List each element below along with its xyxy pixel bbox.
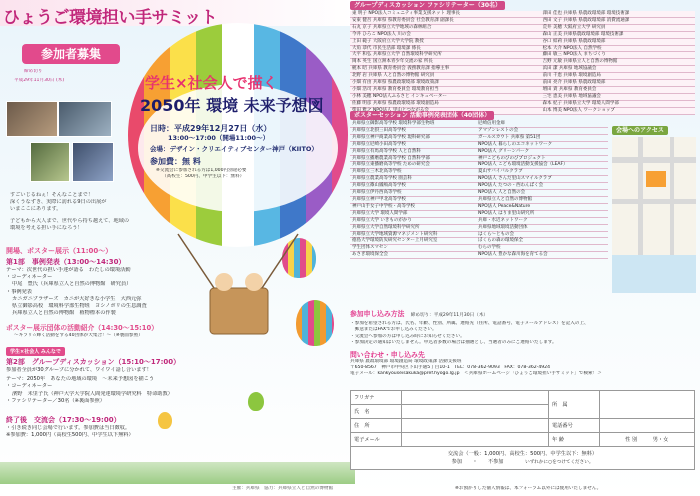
poster-group-row-cell: 兵庫・水辺ネットワーク [476, 217, 608, 224]
poster-group-row [350, 169, 608, 176]
facilitator-row-cell: 三宅 恵美 兵庫県 地域協議会 [541, 93, 695, 100]
poster-group-row [350, 148, 608, 155]
facilitator-row [350, 100, 695, 107]
facilitator-row-cell: 増田 貴 兵庫県 教育委員会 [541, 86, 695, 93]
poster-group-row-cell: 夏山サバイバルクラブ [476, 169, 608, 176]
child-figure-2 [245, 273, 263, 291]
gender-options[interactable]: 男・女 [652, 437, 669, 443]
poster-group-row [350, 183, 608, 190]
poster-group-row-cell: アマゾンレストの会 [476, 127, 608, 134]
poster-group-row-cell: 兵庫県立大学 環境人間学部 [350, 210, 476, 217]
facilitator-row-cell: 森山 正美 兵庫県農政環境部 環境技術課 [541, 31, 695, 38]
poster-group-row-cell: 兵庫県立大学地域資源マネジメント研究科 [350, 231, 476, 238]
address-field[interactable] [402, 419, 549, 433]
facilitator-row-cell: 谷口 結莉 兵庫県 県農政環境部 [541, 38, 695, 45]
email-label: 電子メール [351, 433, 402, 447]
poster-group-row-cell: 兵庫県立農業高等学校 園芸科 [350, 176, 476, 183]
apply-instructions: ・参加を希望される方は、氏名、年齢、性別、所属、連絡先（住所、電話番号、電子メールアドレス）を記入の上、 郵送またはFAXでお申し込みください。 ・交流会へ参加の方は申し込み時にお知らせください。 ・参加決定の通知はいたしません。申込者多数の場合は抽選とし、当選者のみにご連絡いたします。 [350, 321, 589, 345]
facilitator-row-cell: 松本 大介 NPO法人 自然学校 [541, 45, 695, 52]
facilitator-row-cell: 大角 恭代 市民生活部 環境課 係長 [350, 45, 541, 52]
facilitator-row-cell: 前川 千恵 兵庫県 環境創造局 [541, 73, 695, 80]
event-photo-2 [58, 101, 112, 137]
access-title: 会場へのアクセス [612, 126, 668, 135]
poster-group-row-cell: NPO法人 こども環境活動支援協会（LEAF） [476, 162, 608, 169]
address-label: 住 所 [351, 419, 402, 433]
town-silhouette [0, 462, 355, 484]
poster-group-row-cell: NPO法人 豊かな森川海を育てる会 [476, 252, 608, 259]
poster-group-row-cell: 兵庫県立東播磨高等学校 ための研究会 [350, 162, 476, 169]
program-open-title: 開場、ポスター展示（11:00〜） [6, 247, 113, 255]
facilitator-row-cell: 山本 博美 NPO法人 ワークショップ [541, 107, 695, 114]
poster-group-row-cell: 兵庫県立有馬高等学校 人と自然科 [350, 148, 476, 155]
poster-group-row [350, 252, 608, 259]
facilitator-row-cell: 石丸 京子 兵庫県立大学地域の森林組合 [350, 24, 541, 31]
facilitator-row [350, 93, 695, 100]
party-choice-row [354, 458, 691, 466]
program-part1: 第1部 事例発表（13:00〜14:30） テーマ：次世代の担い手達が語る わたしの環境活動 ・コーディネーター 中尾 豊氏（兵庫県立人と自然の博物館 研究員） ・事例発表 カニガニプラザーズ カニが大好きな小学生 大西元弥 県立御影高校 環境科学部生物班 ヨシノボリの生息調査 兵庫県立人と自然の博物館 植物標本の作製 [6, 258, 147, 317]
party-choice[interactable]: 参加 ・ 不参加 [451, 458, 504, 465]
poster-group-row-cell: ガールスカウト 兵庫県 第51団 [476, 134, 608, 141]
poster-group-row-cell: 学生団体スマセン [350, 245, 476, 252]
facilitator-row-cell: 上田 範子 大阪府立大学大学院 教授 [350, 38, 541, 45]
facilitator-row-cell: 小畑 有由 兵庫県 県農政環境部 環境政策課 [350, 80, 541, 87]
poster-group-row [350, 134, 608, 141]
small-balloon-yellow [158, 412, 172, 429]
hot-air-balloon [118, 20, 358, 350]
poster-group-row-cell: 神戸こどものびのびプロジェクト [476, 155, 608, 162]
poster-group-row [350, 231, 608, 238]
poster-group-row-cell: 尼崎信用金庫 [476, 121, 608, 127]
poster-group-row [350, 245, 608, 252]
poster-group-row [350, 176, 608, 183]
facilitator-row-cell: 澤田 佳也 兵庫県 県農政環境部 環境技術課 [541, 11, 695, 17]
poster-group-row [350, 190, 608, 197]
event-photo-3 [30, 142, 70, 182]
event-fee: 参加費：無 料 [150, 157, 201, 166]
poster-group-row-cell: 兵庫県地域環境活動団体 [476, 224, 608, 231]
facilitator-title: グループディスカッション ファシリテーター（30名） [350, 1, 505, 10]
facilitator-row-cell: 東 明子 NPO法人コミュニティ事業支援ネット 理事長 [350, 11, 541, 17]
access-map [612, 137, 696, 293]
facilitator-row-cell: 森本 紀子 兵庫県立大学 環境人間学部 [541, 100, 695, 107]
credits: 主催：兵庫県 協力：兵庫県立人と自然の博物館 [232, 486, 334, 491]
poster-group-row [350, 196, 608, 203]
intro-text: すごいじるねぇ！そんなことまで！ 深くうなずき、実際に訪れる9日の出展が いまここにあります。 子どもから大人まで、世代やら持ち越えて、地域の 環境を考える担い手になろう！ [10, 192, 130, 231]
poster-group-row [350, 238, 608, 245]
furigana-field[interactable] [402, 391, 549, 405]
poster-group-row [350, 203, 608, 210]
facilitator-row-cell: 大平 和弘 兵庫県立大学 自然環境科学研究所 [350, 52, 541, 59]
poster-intro-title: ポスター展示団体の活動紹介（14:30〜15:10） [6, 324, 159, 332]
phone-field[interactable] [600, 419, 695, 433]
facilitator-row [350, 59, 695, 66]
poster-groups-title: ポスターセッション 活動事例発表団体（40団体） [350, 111, 494, 120]
facilitator-row-cell: 浜田 潔 兵庫県 地域協議会 [541, 66, 695, 73]
registration-form [350, 390, 695, 470]
balloon-basket [210, 288, 268, 334]
program-part2: 第2部 グループディスカッション（15:10〜17:00） 参加者全員が30グループに分かれて、ワイワイ話し合います！ テーマ：2050年 あなたの地域の環境 〜未来予想図を描こう ・コーディネーター 濱野 未里子氏（神戸大学大学院人間発達環境学研究科 特命助教） ・ファシリテーター／30名（※裏面参照） [6, 358, 181, 404]
slogan-line2: 2050年 環境 未来予想図 [140, 96, 324, 115]
poster-group-row-cell: 神戸山手女子中学校・高等学校 [350, 203, 476, 210]
contact-info: 兵庫県 農政環境部 環境創造局 環境政策課 活動支援班 〒650-8567 神戸市中央区下山手通5丁目10-1 TEL：078-362-9093 FAX：078-362-4924 電子メール：kankyouseisakuka@pref.hyogo.lg.jp ＜兵庫県ホームページ「ひょうご環境担い手サミット」で検索！＞ [350, 359, 602, 377]
party-cell [351, 447, 695, 470]
poster-group-row-cell: NPO法人 Peace&Nature [476, 203, 608, 210]
event-date: 日時：平成29年12月27日（水） [150, 124, 272, 133]
event-photo-1 [6, 101, 58, 137]
facilitator-row-cell: 岡本 英生 国立洲本青少年交流の家 所長 [350, 59, 541, 66]
gender-label: 性 別 [625, 437, 638, 443]
deadline-label: 締め切り [24, 69, 43, 74]
poster-group-row [350, 127, 608, 134]
child-figure-1 [215, 273, 233, 291]
poster-group-row [350, 155, 608, 162]
apply-title: 参加申し込み方法 締め切り：平成29年11月30日（木） [350, 310, 489, 318]
poster-group-row-cell: 徳島大学環境防災研究センター上月研究室 [350, 238, 476, 245]
facilitator-row [350, 31, 695, 38]
summit-title: ひょうご環境担い手サミット [3, 8, 218, 28]
poster-group-row-cell: ぼくらの森の環境保全 [476, 238, 608, 245]
poster-group-row-cell: 兵庫県立北摂三田高等学校 [350, 127, 476, 134]
facilitator-row [350, 86, 695, 93]
facilitator-row-cell: 安東 健吾 兵庫県 県教育委員会 社会教育課 副課長 [350, 17, 541, 24]
facilitator-row [350, 52, 695, 59]
facilitator-row [350, 24, 695, 31]
facilitator-row-cell: 吉野 元敏 兵庫県立人と自然の博物館 [541, 59, 695, 66]
poster-group-row-cell: 兵庫県立神戸商業高等学校 現科研究部 [350, 134, 476, 141]
poster-group-row-cell: 兵庫県立大学自然環境科学研究所 [350, 224, 476, 231]
furigana-label: フリガナ [351, 391, 402, 405]
poster-group-row-cell: NPO法人 暮らしのエコネットワーク [476, 141, 608, 148]
poster-group-row-cell: 兵庫県立三木北高等学校 [350, 169, 476, 176]
facilitator-row-cell: 今井 ひろこ NPO法人 川の会 [350, 31, 541, 38]
event-time: 13:00〜17:00（開場11:00〜） [168, 134, 270, 142]
party-note: いずれかに○をつけてください。 [525, 459, 594, 465]
facilitator-row [350, 73, 695, 80]
facilitator-row-cell: 小林 美穂 NPO法人ふるさと インキュベーター [350, 93, 541, 100]
poster-group-row-cell: 兵庫県立伊丹西高等学校 [350, 190, 476, 197]
name-label: 氏 名 [351, 405, 402, 419]
poster-group-row [350, 224, 608, 231]
poster-group-row-cell: NPO法人 たつの・西わんぱく会 [476, 183, 608, 190]
apply-section [350, 308, 695, 378]
facilitator-row-cell: 北野 岩 兵庫県 人と自然の博物館 研究員 [350, 73, 541, 80]
poster-group-row-cell: 兵庫県立神戸甲北高等学校 [350, 196, 476, 203]
poster-group-row-cell: 兵庫県立大学 いきものがかり [350, 217, 476, 224]
poster-group-row [350, 141, 608, 148]
poster-intro-note: 〜キラリ☆輝く活動をする40団体が大集合！〜（※裏面参照） [14, 333, 143, 338]
facilitator-table [350, 11, 695, 115]
facilitator-row-cell: 梶本 昭 兵庫県 教育委員会 義務教育課 指導主事 [350, 66, 541, 73]
poster-group-row-cell: NPO法人 グリーンパーク [476, 148, 608, 155]
poster-group-row-cell: はくら〜ともの会 [476, 231, 608, 238]
poster-group-row-cell: NPO法人 さんだ里山スマイルクラブ [476, 176, 608, 183]
phone-label: 電話番号 [549, 419, 600, 433]
facilitator-row [350, 38, 695, 45]
poster-group-row-cell: NPO法人 はりま里山研究所 [476, 210, 608, 217]
facilitator-row-cell: 前田 亮介 兵庫県 県農政環境部 [541, 80, 695, 87]
event-photo-4 [72, 142, 114, 182]
poster-group-row-cell: あさぎ環境保全会 [350, 252, 476, 259]
facilitator-row [350, 80, 695, 87]
facilitator-row-cell: 佐藤 明彦 兵庫県 県農政環境部 環境創造局 [350, 100, 541, 107]
facilitator-row [350, 17, 695, 24]
slogan-line1: 学生×社会人で描く [145, 74, 278, 92]
contact-title: 問い合わせ・申し込み先 [350, 351, 425, 360]
poster-groups-table [350, 121, 608, 259]
privacy-note: ※お預かりした個人情報は、本フォーラム以外には使用いたしません。 [455, 486, 602, 491]
affiliation-label: 所 属 [549, 391, 600, 419]
poster-group-row [350, 210, 608, 217]
facilitator-row [350, 66, 695, 73]
poster-group-row-cell: NPO法人 人と自然の会 [476, 190, 608, 197]
facilitator-row-cell: 荒井 美穂 大阪府立大学 研究員 [541, 24, 695, 31]
youth-label: 学生×社会人 みんなで [6, 347, 65, 356]
poster-group-row-cell: むらの学校 [476, 245, 608, 252]
event-info [150, 123, 340, 180]
poster-group-row-cell: 兵庫県立御影高等学校 環境科学部生物班 [350, 121, 476, 127]
program-end: 終了後 交流会（17:30〜19:00） ・引き続き同じ会場で行います。参加費は当日徴収。 ※参加費：1,000円（高校生500円、中学生以下無料） [6, 416, 134, 439]
facilitator-row [350, 45, 695, 52]
poster-group-row [350, 217, 608, 224]
name-field[interactable] [402, 405, 549, 419]
poster-group-row-cell: 兵庫県立篠山鳳鳴高等学校 [350, 183, 476, 190]
facilitator-row-cell: 西田 文子 兵庫県 県農政環境部 消費流通課 [541, 17, 695, 24]
party-line: 交流会（一般：1,000円、高校生：500円、中学生以下：無料） [447, 450, 598, 457]
age-label: 年 齢 [549, 433, 600, 447]
email-field[interactable] [402, 433, 549, 447]
facilitator-row-cell: 藤田 敏三 NPO法人 まちづくり [541, 52, 695, 59]
event-fee-note2: （高校生：500円、中学生以下：無料） [162, 174, 245, 180]
facilitator-row-cell: 小畑 浩司 兵庫県 教育委員会 環境教育担当 [350, 86, 541, 93]
age-gender-cell [600, 433, 695, 447]
deadline-date: 平成29年11月30日 (木) [14, 78, 65, 83]
event-venue: 会場：デザイン・クリエイティブセンター神戸（KIITO） [150, 145, 318, 153]
small-balloon-green [248, 392, 264, 411]
poster-group-row-cell: 兵庫県立尼崎小田高等学校 [350, 141, 476, 148]
event-fee-note: ※交流会に参加される方は1,000円別途必要 [156, 168, 247, 173]
affiliation-field[interactable] [600, 391, 695, 419]
poster-group-row-cell: 兵庫県立播磨農業高等学校 自然科学部 [350, 155, 476, 162]
recruit-badge: 参加者募集 [22, 44, 120, 64]
poster-group-row-cell: 兵庫県立人と自然の博物館 [476, 196, 608, 203]
poster-group-row [350, 162, 608, 169]
